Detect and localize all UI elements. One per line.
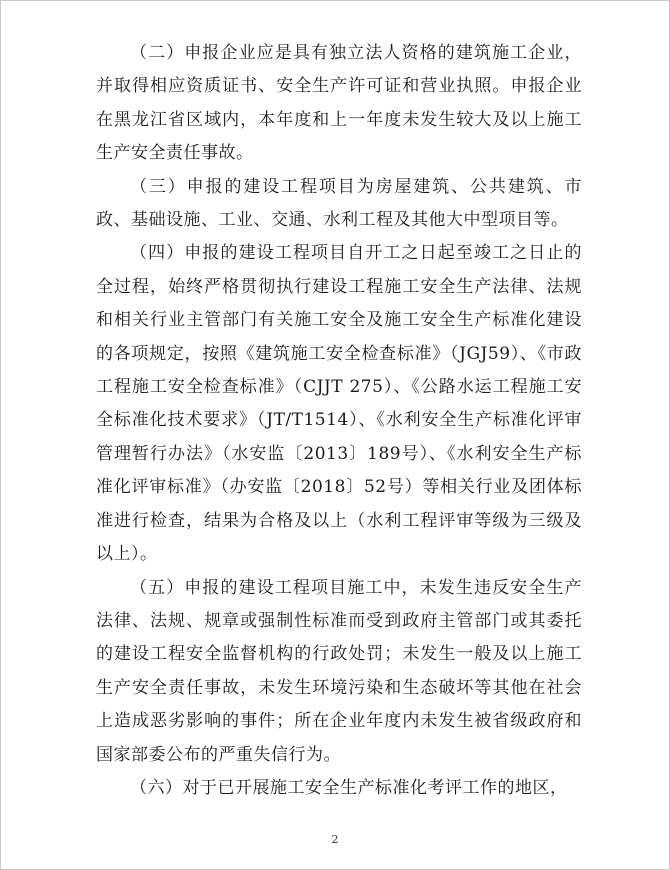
paragraph-5: （五）申报的建设工程项目施工中，未发生违反安全生产法律、法规、规章或强制性标准而受到政府主管部门或其委托的建设工程安全监督机构的行政处罚；未发生一般及以上施工生产安全责任事故，未发生环境污染和生态破坏等其他在社会上造成恶劣影响的事件；所在企业年度内未发生被省级政府和国家部委公布的严重失信行为。 — [96, 577, 582, 765]
paragraph-6: （六）对于已开展施工安全生产标准化考评工作的地区， — [130, 777, 568, 798]
document-body — [96, 37, 582, 805]
paragraph-4: （四）申报的建设工程项目自开工之日起至竣工之日止的全过程，始终严格贯彻执行建设工程施工安全生产法律、法规和相关行业主管部门有关施工安全及施工安全生产标准化建设的各项规定，按照《建筑施工安全检查标准》（JGJ59）、《市政工程施工安全检查标准》（CJJT 275）、《公路水运工程施工安全标准化技术要求》（JT/T1514）、《水利安全生产标准化评审管理暂行办法》（水安监〔2013〕189号）、《水利安全生产标准化评审标准》（办安监〔2018〕52号）等相关行业及团体标准进行检查，结果为合格及以上（水利工程评审等级为三级及以上）。 — [96, 243, 582, 565]
paragraph-3: （三）申报的建设工程项目为房屋建筑、公共建筑、市政、基础设施、工业、交通、水利工程及其他大中型项目等。 — [96, 176, 582, 231]
page-number: 2 — [331, 833, 339, 846]
paragraph-2: （二）申报企业应是具有独立法人资格的建筑施工企业，并取得相应资质证书、安全生产许可证和营业执照。申报企业在黑龙江省区域内，本年度和上一年度未发生较大及以上施工生产安全责任事故。 — [96, 43, 582, 164]
